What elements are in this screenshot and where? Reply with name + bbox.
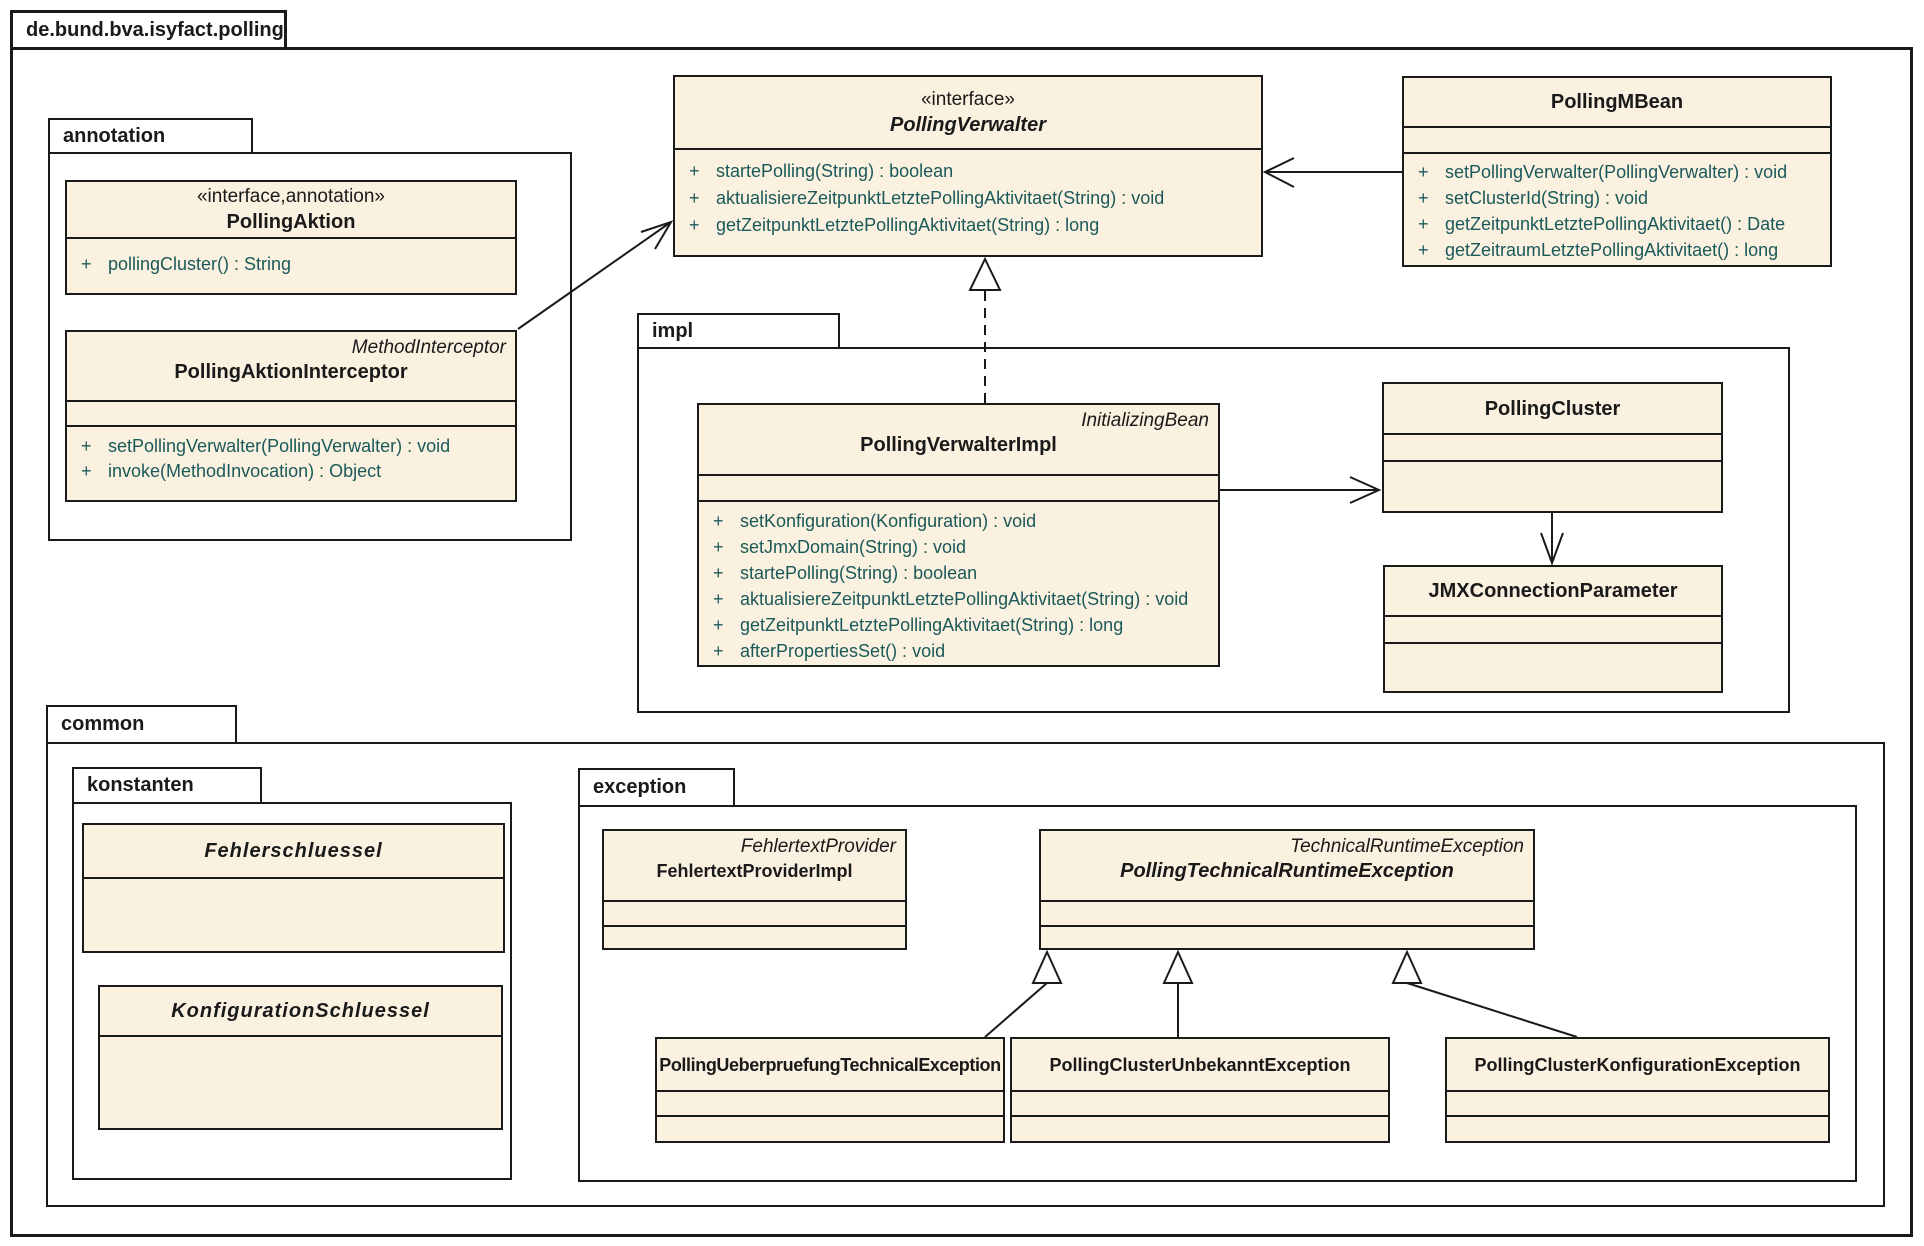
method-row: + afterPropertiesSet() : void	[713, 641, 946, 661]
stereotype: «interface,annotation»	[196, 185, 386, 207]
methods-compartment	[657, 1117, 1003, 1141]
class-header	[699, 405, 1218, 476]
class-header	[1012, 1039, 1388, 1092]
attributes-compartment	[604, 902, 905, 927]
package-label-exception: exception	[593, 776, 687, 798]
supertype-label: InitializingBean	[1081, 410, 1209, 431]
attributes-compartment	[1384, 435, 1721, 462]
class-fehlertext-provider-impl[interactable]	[602, 829, 907, 950]
method-row: + setPollingVerwalter(PollingVerwalter) : void	[81, 436, 451, 456]
stereotype: «interface»	[920, 88, 1015, 110]
class-header	[67, 332, 515, 402]
methods-compartment	[1384, 462, 1721, 511]
attributes-compartment	[67, 402, 515, 427]
methods-compartment	[1385, 644, 1721, 691]
package-label-root: de.bund.bva.isyfact.polling	[26, 18, 284, 41]
class-konfiguration-schluessel[interactable]	[98, 985, 503, 1130]
generalization-arrow-ueberpruefung-exception	[985, 952, 1061, 1037]
package-label-konstanten: konstanten	[87, 774, 194, 796]
class-header	[1404, 78, 1830, 128]
method-row: + aktualisiereZeitpunktLetztePollingAktivitaet(String) : void	[713, 589, 1189, 609]
class-header	[657, 1039, 1003, 1092]
class-name: PollingTechnicalRuntimeException	[1120, 860, 1454, 882]
method-row: + invoke(MethodInvocation) : Object	[81, 461, 382, 481]
realization-arrow-impl-to-verwalter	[970, 259, 1000, 403]
supertype-label: TechnicalRuntimeException	[1290, 836, 1524, 857]
attributes-compartment	[1404, 128, 1830, 154]
class-polling-technical-runtime-exception[interactable]	[1039, 829, 1535, 950]
class-polling-ueberpruefung-technical-exception[interactable]	[655, 1037, 1005, 1143]
class-header	[84, 825, 503, 879]
method-row: + getZeitraumLetztePollingAktivitaet() : long	[1418, 240, 1779, 260]
class-polling-cluster-konfiguration-exception[interactable]	[1445, 1037, 1830, 1143]
supertype-label: FehlertextProvider	[740, 836, 896, 857]
package-label-impl: impl	[652, 319, 694, 342]
methods-compartment	[67, 239, 515, 293]
class-jmx-connection-parameter[interactable]	[1383, 565, 1723, 693]
class-name: PollingMBean	[1550, 91, 1684, 113]
class-name: PollingClusterUnbekanntException	[1049, 1054, 1351, 1075]
body-compartment	[100, 1037, 501, 1128]
methods-compartment	[675, 150, 1261, 255]
class-name: PollingAktion	[226, 210, 356, 233]
class-header	[1384, 384, 1721, 435]
class-name: PollingVerwalter	[890, 113, 1046, 136]
class-name: PollingCluster	[1484, 397, 1621, 420]
attributes-compartment	[699, 476, 1218, 502]
class-name: JMXConnectionParameter	[1428, 580, 1678, 602]
class-name: PollingAktionInterceptor	[174, 361, 408, 383]
attributes-compartment	[657, 1092, 1003, 1117]
generalization-arrow-konfiguration-exception	[1393, 952, 1577, 1037]
attributes-compartment	[1012, 1092, 1388, 1117]
class-name: PollingVerwalterImpl	[860, 434, 1057, 456]
method-row: + getZeitpunktLetztePollingAktivitaet(String) : long	[713, 615, 1124, 635]
attributes-compartment	[1447, 1092, 1828, 1117]
method-row: + setPollingVerwalter(PollingVerwalter) : void	[1418, 162, 1788, 182]
body-compartment	[84, 879, 503, 951]
methods-compartment	[1012, 1117, 1388, 1141]
class-header	[604, 831, 905, 902]
generalization-arrow-unbekannt-exception	[1164, 952, 1192, 1037]
method-row: + startePolling(String) : boolean	[689, 161, 954, 181]
methods-compartment	[1447, 1117, 1828, 1141]
association-arrow-impl-to-cluster	[1220, 477, 1379, 503]
class-header	[67, 182, 515, 239]
package-label-common: common	[61, 713, 145, 735]
class-polling-verwalter-impl[interactable]	[697, 403, 1220, 667]
method-row: + getZeitpunktLetztePollingAktivitaet() : Date	[1418, 214, 1786, 234]
method-row: + setKonfiguration(Konfiguration) : void	[713, 511, 1037, 531]
methods-compartment	[67, 427, 515, 500]
class-header	[1041, 831, 1533, 902]
attributes-compartment	[1041, 902, 1533, 927]
class-polling-mbean[interactable]	[1402, 76, 1832, 267]
class-header	[675, 77, 1261, 150]
class-name: PollingClusterKonfigurationException	[1474, 1054, 1801, 1075]
class-fehlerschluessel[interactable]	[82, 823, 505, 953]
class-polling-cluster-unbekannt-exception[interactable]	[1010, 1037, 1390, 1143]
method-row: + aktualisiereZeitpunktLetztePollingAktivitaet(String) : void	[689, 188, 1165, 208]
class-polling-verwalter[interactable]	[673, 75, 1263, 257]
association-arrow-cluster-to-jmx	[1541, 513, 1563, 563]
method-row: + startePolling(String) : boolean	[713, 563, 978, 583]
class-polling-cluster[interactable]	[1382, 382, 1723, 513]
supertype-label: MethodInterceptor	[351, 337, 506, 358]
method-row: + setClusterId(String) : void	[1418, 188, 1649, 208]
class-polling-aktion[interactable]	[65, 180, 517, 295]
methods-compartment	[1041, 927, 1533, 948]
package-label-annotation: annotation	[63, 124, 166, 147]
class-name: PollingUeberpruefungTechnicalException	[659, 1054, 1001, 1075]
class-name: KonfigurationSchluessel	[171, 1000, 430, 1022]
class-header	[1385, 567, 1721, 617]
method-row: + getZeitpunktLetztePollingAktivitaet(String) : long	[689, 215, 1100, 235]
class-header	[100, 987, 501, 1037]
class-header	[1447, 1039, 1828, 1092]
methods-compartment	[604, 927, 905, 948]
dependency-arrow-interceptor-to-verwalter	[518, 222, 671, 329]
methods-compartment	[1404, 154, 1830, 265]
dependency-arrow-mbean-to-verwalter	[1265, 158, 1402, 187]
methods-compartment	[699, 502, 1218, 665]
method-row: + setJmxDomain(String) : void	[713, 537, 967, 557]
class-name: Fehlerschluessel	[204, 840, 383, 862]
class-polling-aktion-interceptor[interactable]	[65, 330, 517, 502]
attributes-compartment	[1385, 617, 1721, 644]
class-name: FehlertextProviderImpl	[656, 861, 853, 881]
method-row: + pollingCluster() : String	[81, 254, 292, 274]
